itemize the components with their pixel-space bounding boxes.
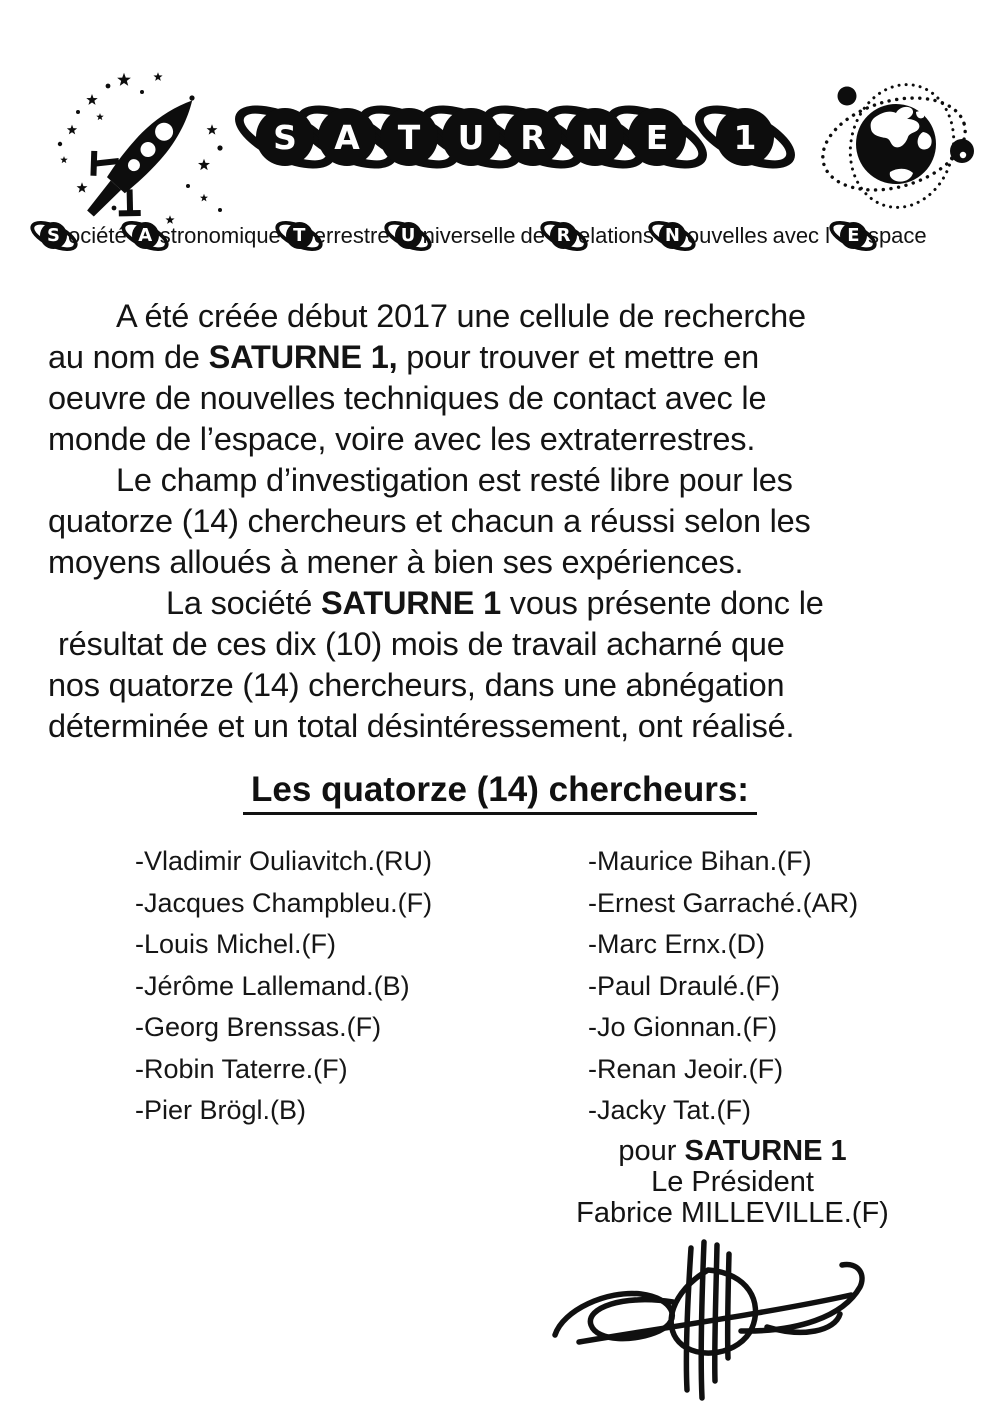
body-plain-text: monde de l’espace, voire avec les extraterrestres.	[48, 421, 756, 457]
body-plain-text: moyens alloués à mener à bien ses expériences.	[48, 544, 744, 580]
saturn-letter: R	[504, 108, 562, 166]
body-plain-text: déterminée et un total désintéressement, ont réalisé.	[48, 708, 795, 744]
closing-role: Le Président	[651, 1166, 814, 1198]
body-plain-text: nos quatorze (14) chercheurs, dans une abnégation	[48, 667, 785, 703]
researcher-name: -Louis Michel.(F)	[135, 929, 337, 959]
researchers-column-left	[135, 841, 432, 1132]
subtitle-word: de	[520, 222, 546, 248]
researcher-name: -Robin Taterre.(F)	[135, 1053, 348, 1084]
researchers-heading-label: Les quatorze (14) chercheurs:	[243, 770, 757, 815]
saturn-letter-icon	[504, 108, 562, 166]
body-line	[48, 378, 966, 419]
saturn-letter-icon	[132, 222, 159, 249]
researcher-name: -Jo Gionnan.(F)	[588, 1012, 778, 1042]
researcher-name: -Jacques Champbleu.(F)	[135, 887, 433, 918]
researcher-name: -Marc Ernx.(D)	[588, 929, 765, 959]
body-line	[48, 706, 966, 747]
body-line	[48, 296, 966, 337]
handwritten-signature	[545, 1232, 885, 1417]
subtitle-word: avec l’	[772, 222, 835, 248]
body-plain-text: La société	[166, 585, 321, 621]
subtitle-word-rest: ociété	[68, 222, 127, 248]
subtitle-word-rest: elations	[578, 222, 654, 248]
researcher-name: -Georg Brenssas.(F)	[135, 1012, 382, 1042]
body-line	[48, 542, 966, 583]
rocket-stars-icon	[52, 68, 230, 241]
saturn-letter-icon	[628, 108, 686, 166]
saturn-letter: T	[380, 108, 438, 166]
body-plain-text: A été créée début 2017 une cellule de recherche	[116, 298, 806, 334]
closing-org: SATURNE 1	[684, 1135, 847, 1167]
body-bold-text: SATURNE 1	[320, 585, 501, 621]
body-line	[48, 665, 966, 706]
body-plain-text: Le champ d’investigation est resté libre pour les	[116, 462, 793, 498]
body-bold-text: SATURNE 1,	[208, 339, 398, 375]
subtitle-word	[840, 222, 927, 249]
subtitle-word-rest: space	[867, 222, 927, 248]
saturn-letter: T	[286, 222, 313, 249]
signature-svg	[545, 1232, 885, 1412]
saturn-letter-icon	[380, 108, 438, 166]
saturn-letter-icon	[286, 222, 313, 249]
saturn-letter: R	[550, 222, 577, 249]
subtitle-word	[659, 222, 768, 249]
body-line	[48, 419, 966, 460]
body-text	[48, 296, 966, 747]
saturn-letter: N	[659, 222, 686, 249]
subtitle-word-rest: ouvelles	[686, 222, 768, 248]
closing-pour: pour	[618, 1135, 685, 1167]
researcher-name: -Jérôme Lallemand.(B)	[135, 970, 410, 1001]
saturn-letter: S	[40, 222, 67, 249]
saturn-letter: A	[132, 222, 159, 249]
subtitle-word-rest: stronomique	[159, 222, 281, 248]
body-line	[48, 460, 966, 501]
body-line	[48, 337, 966, 378]
subtitle-word	[550, 222, 654, 249]
body-plain-text: au nom de	[48, 339, 209, 375]
saturn-letter-icon	[318, 108, 376, 166]
rocket-svg	[52, 68, 230, 236]
body-plain-text: résultat de ces dix (10) mois de travail acharné que	[58, 626, 785, 662]
saturn-letter-icon	[716, 108, 774, 166]
closing-block	[555, 1136, 910, 1229]
saturn-letter: A	[318, 108, 376, 166]
saturn-letter: 1	[716, 108, 774, 166]
saturn-letter-icon	[40, 222, 67, 249]
saturn-letter-icon	[395, 222, 422, 249]
saturn-letter: S	[256, 108, 314, 166]
saturn-letter-icon	[566, 108, 624, 166]
closing-president: Fabrice MILLEVILLE.(F)	[576, 1197, 889, 1229]
body-line	[48, 583, 966, 624]
saturn-letter: U	[395, 222, 422, 249]
earth-svg	[810, 74, 988, 219]
researcher-name: -Paul Draulé.(F)	[588, 970, 781, 1001]
subtitle-word	[286, 222, 390, 249]
saturn-letter-icon	[442, 108, 500, 166]
researcher-name: -Renan Jeoir.(F)	[588, 1053, 784, 1084]
saturn-letter-icon	[840, 222, 867, 249]
subtitle-word-rest: errestre	[313, 222, 390, 248]
subtitle-word-rest: niverselle	[422, 222, 516, 248]
saturn-letter: U	[442, 108, 500, 166]
body-plain-text: vous présente donc le	[500, 585, 824, 621]
body-line	[48, 501, 966, 542]
saturn-letter: N	[566, 108, 624, 166]
closing-line-org	[555, 1136, 910, 1167]
researcher-name: -Vladimir Ouliavitch.(RU)	[135, 846, 433, 876]
saturn-letter-icon	[256, 108, 314, 166]
researchers-heading	[0, 770, 1000, 810]
acronym-subtitle	[40, 222, 980, 249]
body-plain-text: oeuvre de nouvelles techniques de contact avec le	[48, 380, 767, 416]
saturn-letter-icon	[659, 222, 686, 249]
body-line	[48, 624, 966, 665]
researcher-name: -Maurice Bihan.(F)	[588, 846, 812, 876]
researcher-name: -Pier Brögl.(B)	[135, 1095, 307, 1125]
saturn-letter: E	[840, 222, 867, 249]
subtitle-word	[40, 222, 127, 249]
subtitle-word	[395, 222, 516, 249]
body-plain-text: pour trouver et mettre en	[397, 339, 759, 375]
researcher-name: -Ernest Garraché.(AR)	[588, 887, 859, 918]
researchers-column-right	[588, 841, 858, 1132]
researcher-name: -Jacky Tat.(F)	[588, 1095, 752, 1125]
saturn-letter-icon	[550, 222, 577, 249]
title-letters	[225, 108, 805, 166]
saturn-letter: E	[628, 108, 686, 166]
body-plain-text: quatorze (14) chercheurs et chacun a réussi selon les	[48, 503, 811, 539]
earth-orbits-icon	[810, 74, 988, 224]
subtitle-word	[132, 222, 281, 249]
